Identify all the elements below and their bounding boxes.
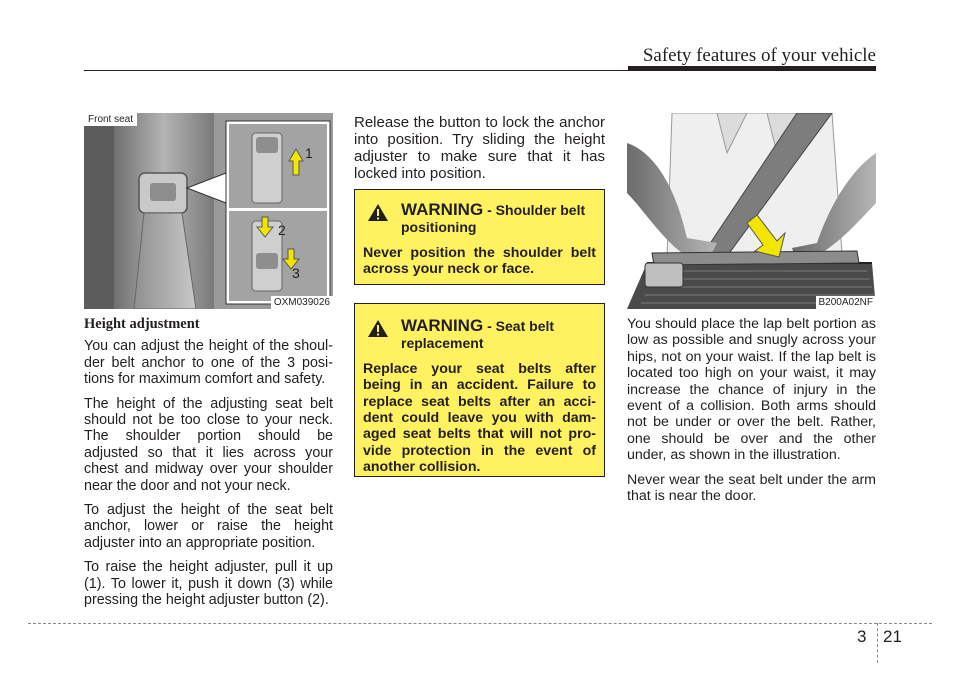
footer-separator <box>877 623 878 663</box>
warning-header <box>363 202 596 237</box>
left-column <box>84 316 333 617</box>
warning-body: Replace your seat belts after being in an accident. Failure to replace seat belts after an acci-dent could leave you with dam-aged seat belts that will not pro-vide protection in the event of another collision. <box>363 360 596 476</box>
callout-2: 2 <box>278 222 286 238</box>
paragraph: Never wear the seat belt under the arm that is near the door. <box>627 471 876 505</box>
paragraph: To raise the height adjuster, pull it up (1). To lower it, push it down (3) while pressing the height adjuster button (2). <box>84 559 333 609</box>
chapter-number: 3 <box>857 627 867 646</box>
right-column <box>627 316 876 512</box>
paragraph: The height of the adjusting seat belt should not be too close to your neck. The shoulder portion should be adjusted so that it lies across your chest and midway over your shoulder near the door and not your neck. <box>84 395 333 494</box>
warning-word: WARNING <box>401 316 484 335</box>
warning-header <box>363 318 596 353</box>
figure-label: Front seat <box>84 113 137 126</box>
callout-1: 1 <box>305 145 313 161</box>
warning-subtitle: - Seat belt replacement <box>401 318 555 352</box>
warning-triangle-icon <box>367 203 389 222</box>
warning-box-seat-belt-replacement <box>354 303 605 477</box>
footer-rule <box>28 623 932 624</box>
lap-belt-figure <box>627 113 876 309</box>
section-heading: Height adjustment <box>84 316 200 332</box>
seat-belt-anchor-illustration <box>84 113 333 309</box>
section-title: Safety features of your vehicle <box>642 45 876 66</box>
warning-body: Never position the shoulder belt across your neck or face. <box>363 244 596 278</box>
paragraph: To adjust the height of the seat belt anchor, lower or raise the height adjuster into an appropriate position. <box>84 502 333 551</box>
lap-belt-illustration <box>627 113 876 309</box>
header-rule-accent <box>628 66 876 71</box>
middle-column-intro <box>354 114 605 190</box>
figure-code: OXM039026 <box>271 296 333 309</box>
paragraph: You should place the lap belt portion as low as possible and snugly across your hips, not on your waist. If the lap belt is located too high on your waist, it may increase the chance of injury in the event of a collision. Both arms should not be under or over the belt. Rather, one should be over and the other under, as shown in the illustration. <box>627 316 876 464</box>
warning-subtitle: - Shoulder belt positioning <box>401 202 586 236</box>
warning-triangle-icon <box>367 319 389 338</box>
figure-code: B200A02NF <box>816 296 876 309</box>
paragraph: Release the button to lock the anchor into position. Try sliding the height adjuster to make sure that it has locked into position. <box>354 114 605 182</box>
front-seat-figure <box>84 113 333 309</box>
warning-word: WARNING <box>401 200 484 219</box>
callout-3: 3 <box>292 265 300 281</box>
warning-box-shoulder-belt <box>354 189 605 285</box>
page-number: 21 <box>883 627 902 646</box>
paragraph: You can adjust the height of the shoul-der belt anchor to one of the 3 posi-tions for maximum comfort and safety. <box>84 338 333 388</box>
